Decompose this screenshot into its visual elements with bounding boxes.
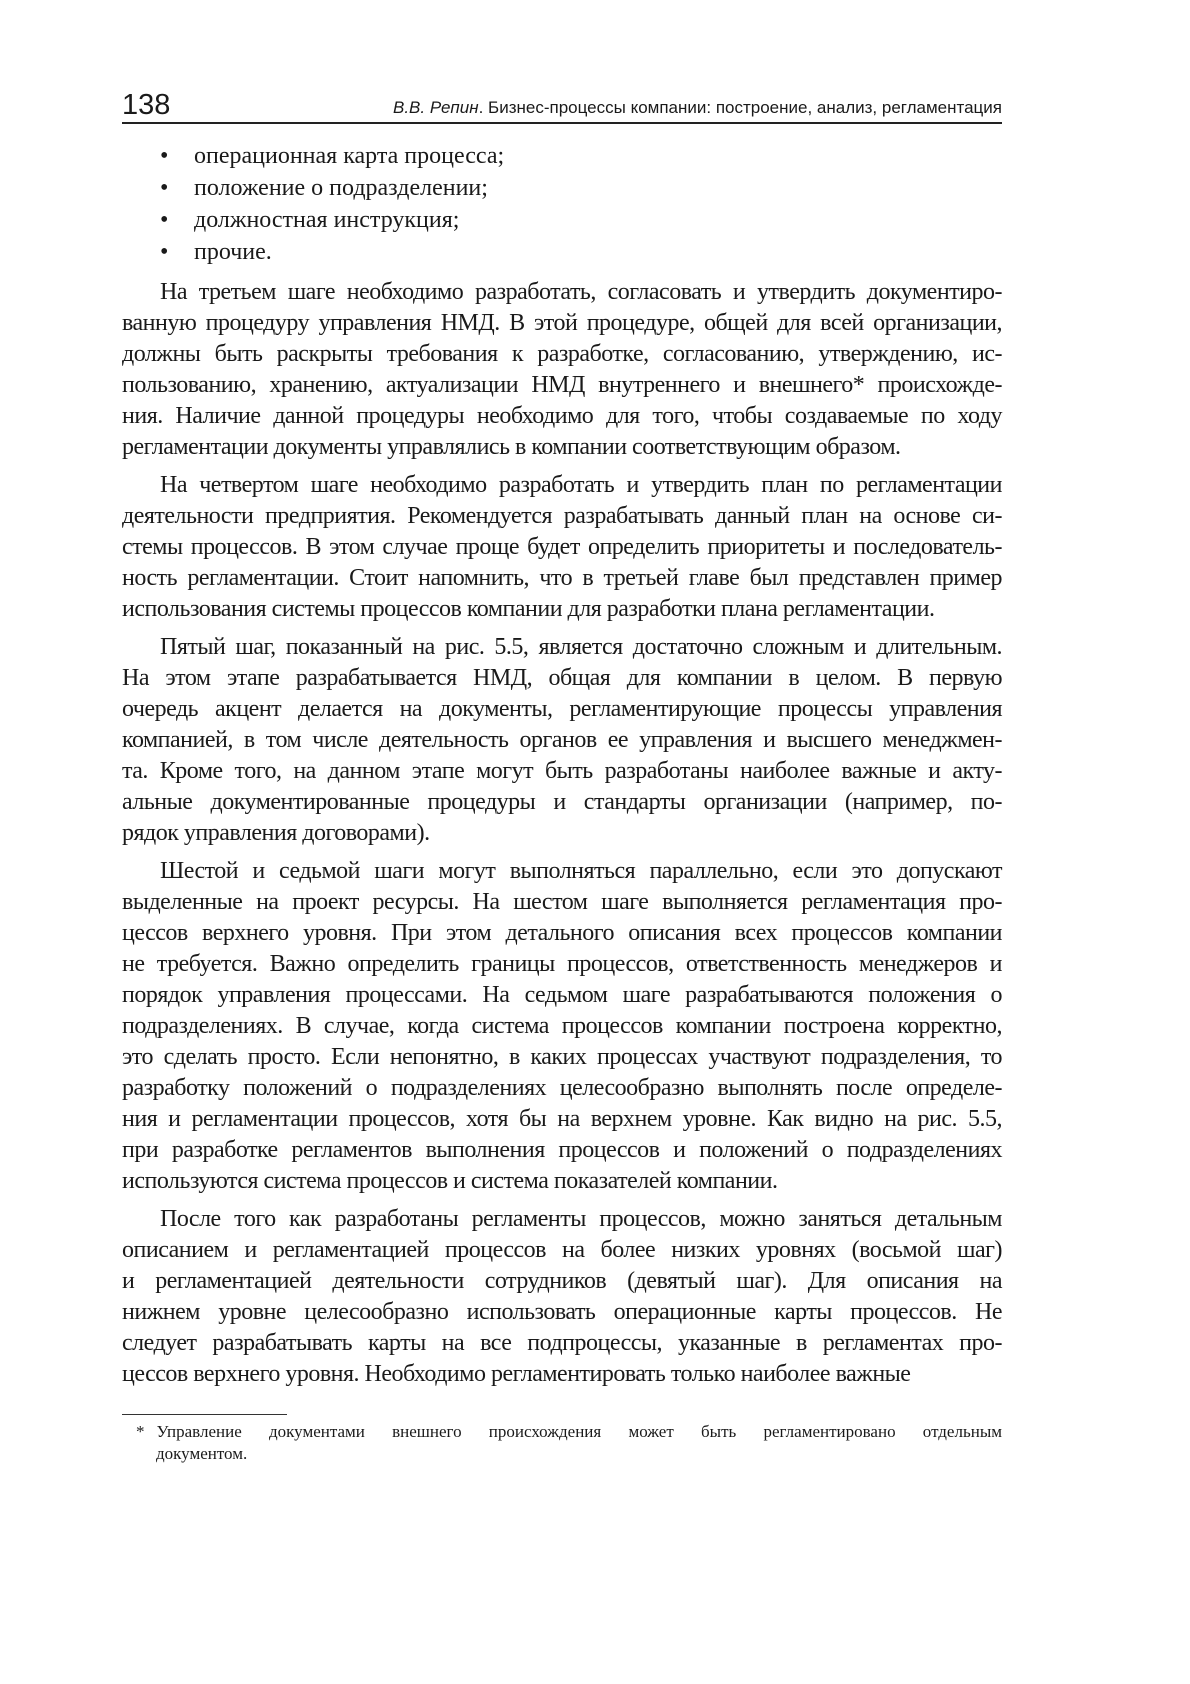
text-line: не требуется. Важно определить границы процессов, ответственность менеджеров и	[122, 951, 1002, 977]
text-line: используются система процессов и система показателей компании.	[122, 1168, 778, 1194]
paragraph	[122, 277, 1002, 463]
text-line: очередь акцент делается на документы, регламентирующие процессы управления	[122, 696, 1002, 722]
bullet-icon: •	[160, 175, 169, 201]
footnote	[136, 1421, 1002, 1465]
text-line: ния и регламентации процессов, хотя бы на верхнем уровне. Как видно на рис. 5.5,	[122, 1106, 1002, 1132]
text-line: Шестой и седьмой шаги могут выполняться параллельно, если это допускают	[160, 858, 1002, 884]
footnote-text: Управление документами внешнего происхождения может быть регламентировано отдельным	[156, 1422, 1002, 1441]
text-line: ванную процедуру управления НМД. В этой процедуре, общей для всей организации,	[122, 310, 1002, 336]
text-line: подразделениях. В случае, когда система процессов компании построена корректно,	[122, 1013, 1002, 1039]
text-line: пользованию, хранению, актуализации НМД внутреннего и внешнего* происхожде-	[122, 372, 1002, 398]
running-title	[393, 98, 1002, 118]
text-line: рядок управления договорами).	[122, 820, 430, 846]
text-line: цессов верхнего уровня. Необходимо регламентировать только наиболее важные	[122, 1361, 911, 1387]
text-line: и регламентацией деятельности сотрудников (девятый шаг). Для описания на	[122, 1268, 1002, 1294]
author-name: В.В. Репин	[392, 98, 479, 117]
bullet-icon: •	[160, 207, 169, 233]
paragraph	[122, 470, 1002, 625]
book-title: . Бизнес-процессы компании: построение, анализ, регламентация	[478, 98, 1002, 117]
list-item	[160, 204, 504, 236]
footnote-line	[136, 1421, 1002, 1443]
paragraph	[122, 632, 1002, 849]
list-item-text: положение о подразделении;	[194, 175, 488, 201]
text-line: нижнем уровне целесообразно использовать операционные карты процессов. Не	[122, 1299, 1002, 1325]
bullet-icon: •	[160, 143, 169, 169]
bullet-list	[160, 140, 504, 268]
text-line: регламентации документы управлялись в компании соответствующим образом.	[122, 434, 901, 460]
text-line: при разработке регламентов выполнения процессов и положений о подразделениях	[122, 1137, 1002, 1163]
text-line: ния. Наличие данной процедуры необходимо для того, чтобы создаваемые по ходу	[122, 403, 1002, 429]
text-line: цессов верхнего уровня. При этом детального описания всех процессов компании	[122, 920, 1002, 946]
text-line: Пятый шаг, показанный на рис. 5.5, является достаточно сложным и длительным.	[160, 634, 1002, 660]
running-header	[122, 86, 1002, 124]
text-line: следует разрабатывать карты на все подпроцессы, указанные в регламентах про-	[122, 1330, 1002, 1356]
list-item-text: прочие.	[194, 239, 272, 265]
text-line: та. Кроме того, на данном этапе могут быть разработаны наиболее важные и акту-	[122, 758, 1002, 784]
text-line: ность регламентации. Стоит напомнить, что в третьей главе был представлен пример	[122, 565, 1002, 591]
text-line: описанием и регламентацией процессов на более низких уровнях (восьмой шаг)	[122, 1237, 1002, 1263]
body-text	[122, 277, 1002, 1397]
text-line: разработку положений о подразделениях целесообразно выполнять после определе-	[122, 1075, 1002, 1101]
paragraph	[122, 856, 1002, 1197]
text-line: На этом этапе разрабатывается НМД, общая для компании в целом. В первую	[122, 665, 1002, 691]
paragraph	[122, 1204, 1002, 1390]
text-line: На четвертом шаге необходимо разработать и утвердить план по регламентации	[160, 472, 1002, 498]
text-line: На третьем шаге необходимо разработать, согласовать и утвердить документиро-	[160, 279, 1002, 305]
list-item	[160, 140, 504, 172]
text-line: стемы процессов. В этом случае проще будет определить приоритеты и последователь-	[122, 534, 1002, 560]
footnote-marker: *	[136, 1422, 145, 1441]
text-line: После того как разработаны регламенты процессов, можно заняться детальным	[160, 1206, 1002, 1232]
footnote-divider	[122, 1414, 287, 1415]
footnote-line	[136, 1443, 1002, 1465]
text-line: компанией, в том числе деятельность органов ее управления и высшего менеджмен-	[122, 727, 1002, 753]
page-number: 138	[122, 89, 171, 121]
text-line: альные документированные процедуры и стандарты организации (например, по-	[122, 789, 1002, 815]
text-line: использования системы процессов компании для разработки плана регламентации.	[122, 596, 935, 622]
list-item	[160, 236, 504, 268]
bullet-icon: •	[160, 239, 169, 265]
list-item	[160, 172, 504, 204]
footnote-text: документом.	[156, 1444, 248, 1463]
text-line: должны быть раскрыты требования к разработке, согласованию, утверждению, ис-	[122, 341, 1002, 367]
list-item-text: операционная карта процесса;	[194, 143, 505, 169]
list-item-text: должностная инструкция;	[194, 207, 460, 233]
text-line: это сделать просто. Если непонятно, в каких процессах участвуют подразделения, то	[122, 1044, 1002, 1070]
text-line: порядок управления процессами. На седьмом шаге разрабатываются положения о	[122, 982, 1002, 1008]
text-line: деятельности предприятия. Рекомендуется разрабатывать данный план на основе си-	[122, 503, 1002, 529]
text-line: выделенные на проект ресурсы. На шестом шаге выполняется регламентация про-	[122, 889, 1002, 915]
